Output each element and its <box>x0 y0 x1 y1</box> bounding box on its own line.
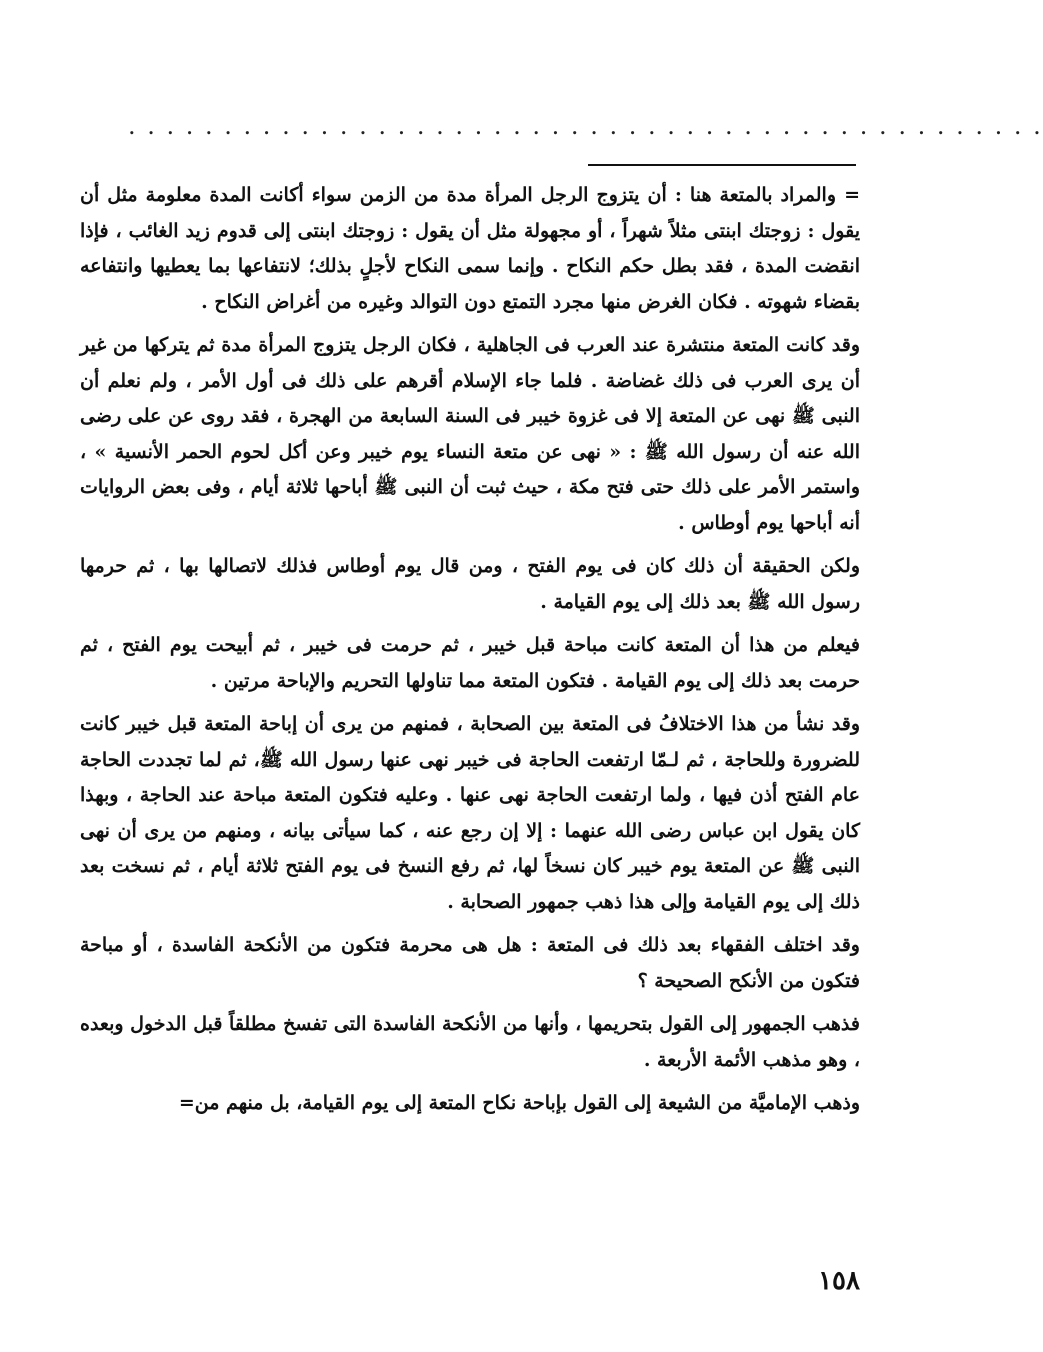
paragraph: فذهب الجمهور إلى القول بتحريمها ، وأنها من الأنكحة الفاسدة التى تفسخ مطلقاً قبل الدخول وبعده ، وهو مذهب الأئمة الأربعة . <box>80 1013 860 1071</box>
paragraph: وقد كانت المتعة منتشرة عند العرب فى الجاهلية ، فكان الرجل يتزوج المرأة مدة ثم يتركها من غير أن يرى العرب فى ذلك غضاضة . فلما جاء الإسلام أقرهم على ذلك فى أول الأمر ، ولم نعلم أن النبى ﷺ نهى عن المتعة إلا فى غزوة خيبر فى السنة السابعة من الهجرة ، فقد روى عن على رضى الله عنه أن رسول الله ﷺ : « نهى عن متعة النساء يوم خيبر وعن أكل لحوم الحمر الأنسية » ، واستمر الأمر على ذلك حتى فتح مكة ، حيث ثبت أن النبى ﷺ أباحها ثلاثة أيام ، وفى بعض الروايات أنه أباحها يوم أوطاس . <box>80 334 860 534</box>
paragraph: = والمراد بالمتعة هنا : أن يتزوج الرجل المرأة مدة من الزمن سواء أكانت المدة معلومة مثل أن يقول : زوجتك ابنتى مثلاً شهراً ، أو مجهولة مثل أن يقول : زوجتك ابنتى إلى قدوم زيد الغائب ، فإذا انقضت المدة ، فقد بطل حكم النكاح . وإنما سمى النكاح لأجلٍ بذلك؛ لانتفاعها بما يعطيها وانتفاعه بقضاء شهوته . فكان الغرض منها مجرد التمتع دون التوالد وغيره من أغراض النكاح . <box>80 184 860 313</box>
paragraph: وقد نشأ من هذا الاختلافُ فى المتعة بين الصحابة ، فمنهم من يرى أن إباحة المتعة قبل خيبر كانت للضرورة وللحاجة ، ثم لـمّا ارتفعت الحاجة فى خيبر نهى عنها رسول الله ﷺ، ثم لما تجددت الحاجة عام الفتح أذن فيها ، ولما ارتفعت الحاجة نهى عنها . وعليه فتكون المتعة مباحة عند الحاجة ، وبهذا كان يقول ابن عباس رضى الله عنهما : إلا إن رجع عنه ، كما سيأتى بيانه ، ومنهم من يرى أن نهى النبى ﷺ عن المتعة يوم خيبر كان نسخاً لها، ثم رفع النسخ فى يوم الفتح ثلاثة أيام ، ثم نسخت بعد ذلك إلى يوم القيامة وإلى هذا ذهب جمهور الصحابة . <box>80 713 860 913</box>
paragraph: وذهب الإماميَّة من الشيعة إلى القول بإباحة نكاح المتعة إلى يوم القيامة، بل منهم من= <box>178 1092 860 1114</box>
paragraph: فيعلم من هذا أن المتعة كانت مباحة قبل خيبر ، ثم حرمت فى خيبر ، ثم أبيحت يوم الفتح ، ثم حرمت بعد ذلك إلى يوم القيامة . فتكون المتعة مما تناولها التحريم والإباحة مرتين . <box>80 634 860 692</box>
page-number: ١٥٨ <box>818 1266 860 1296</box>
paragraph: وقد اختلف الفقهاء بعد ذلك فى المتعة : هل هى محرمة فتكون من الأنكحة الفاسدة ، أو مباحة فتكون من الأنكح الصحيحة ؟ <box>80 934 860 992</box>
footnote-text <box>80 178 860 1130</box>
footnote-rule <box>588 164 856 166</box>
paragraph: ولكن الحقيقة أن ذلك كان فى يوم الفتح ، ومن قال يوم أوطاس فذلك لاتصالها بها ، ثم حرمها رسول الله ﷺ بعد ذلك إلى يوم القيامة . <box>80 555 860 613</box>
dotted-separator: . . . . . . . . . . . . . . . . . . . . . . . . . . . . . . . . . . . . . . . . . . . . . . . . <box>128 112 1043 140</box>
